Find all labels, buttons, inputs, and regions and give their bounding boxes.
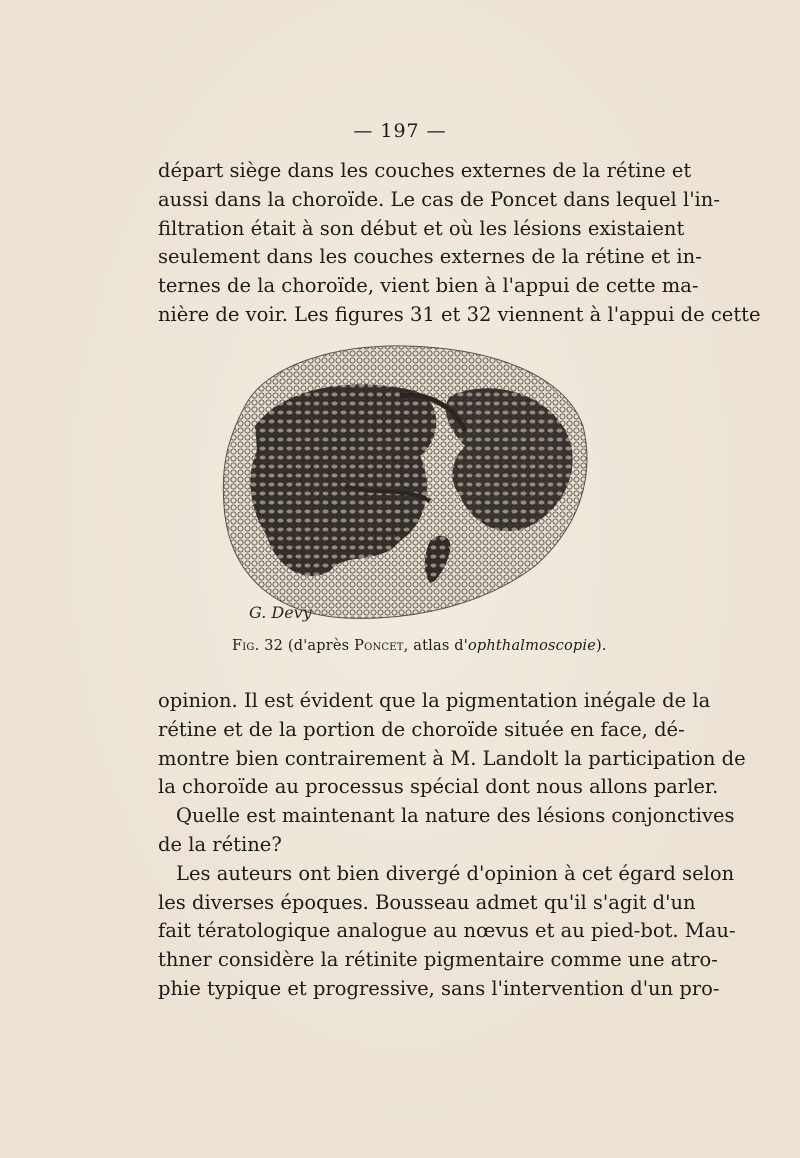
figure-caption: [232, 638, 607, 654]
paragraph-1: [158, 157, 761, 330]
figure-32-illustration: [195, 336, 595, 631]
text-line: aussi dans la choroïde. Le cas de Poncet dans lequel l'in-: [158, 187, 720, 211]
text-line: Les auteurs ont bien divergé d'opinion à cet égard selon: [176, 861, 735, 885]
text-line: rétine et de la portion de choroïde située en face, dé-: [158, 717, 685, 741]
caption-text: , atlas d': [403, 638, 468, 654]
text-line: nière de voir. Les figures 31 et 32 viennent à l'appui de cette: [158, 302, 761, 326]
artist-signature: G. Devy: [249, 603, 312, 622]
paragraph-2: [158, 687, 746, 1004]
text-line: filtration était à son début et où les lésions existaient: [158, 216, 685, 240]
page-number: — 197 —: [353, 120, 447, 142]
text-line: montre bien contrairement à M. Landolt la participation de: [158, 746, 746, 770]
text-line: Quelle est maintenant la nature des lésions conjonctives: [176, 804, 735, 828]
text-line: fait tératologique analogue au nœvus et au pied-bot. Mau-: [158, 919, 736, 943]
retina-drawing: [223, 346, 587, 618]
caption-author: Poncet: [354, 638, 404, 654]
text-line: les diverses époques. Bousseau admet qu'il s'agit d'un: [158, 890, 696, 914]
caption-italic: ophthalmoscopie: [467, 638, 597, 654]
text-line: la choroïde au processus spécial dont nous allons parler.: [158, 775, 719, 799]
caption-fig-label: Fig. 32: [232, 638, 284, 654]
text-line: de la rétine?: [158, 832, 282, 856]
text-line: ternes de la choroïde, vient bien à l'appui de cette ma-: [158, 274, 699, 298]
text-line: phie typique et progressive, sans l'intervention d'un pro-: [158, 976, 720, 1000]
text-line: départ siège dans les couches externes de la rétine et: [158, 159, 692, 182]
text-line: opinion. Il est évident que la pigmentation inégale de la: [158, 689, 711, 712]
text-line: thner considère la rétinite pigmentaire comme une atro-: [158, 948, 718, 972]
text-line: seulement dans les couches externes de la rétine et in-: [158, 245, 702, 269]
caption-text: ).: [596, 638, 607, 654]
caption-text: (d'après: [283, 638, 355, 654]
